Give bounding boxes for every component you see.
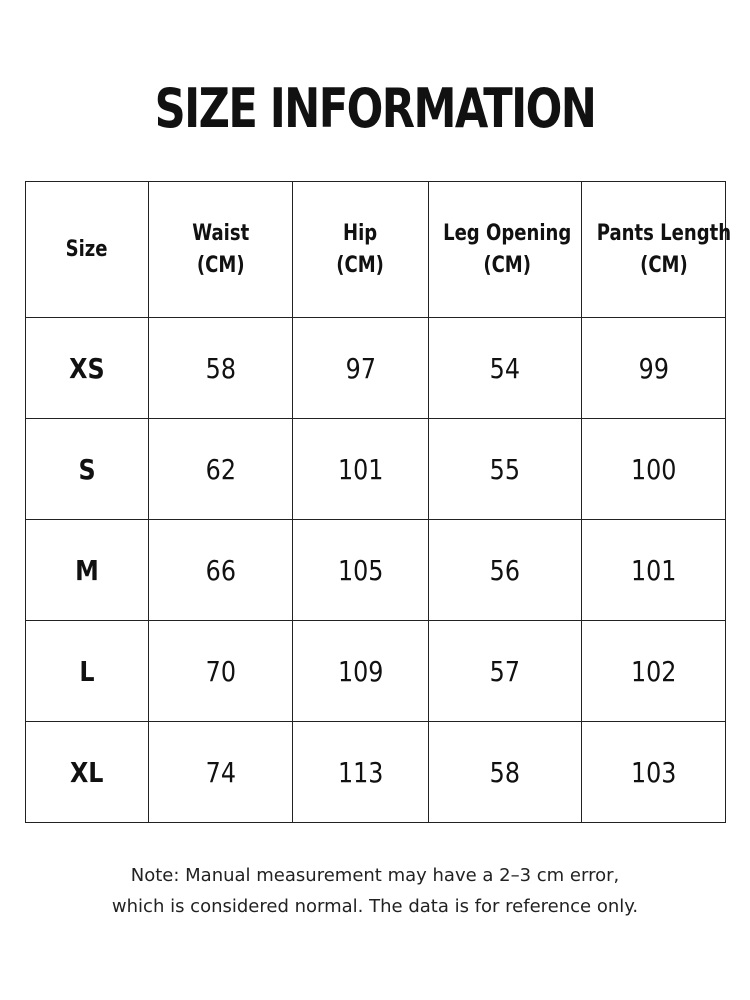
leg-opening-cell: 54 bbox=[429, 318, 582, 419]
hip-cell: 101 bbox=[293, 419, 429, 520]
header-pants-length bbox=[582, 182, 732, 318]
size-cell: M bbox=[26, 520, 149, 621]
table-row bbox=[26, 621, 726, 722]
header-unit: (CM) bbox=[336, 252, 385, 278]
size-cell: XS bbox=[26, 318, 149, 419]
header-size bbox=[26, 182, 149, 318]
table-row bbox=[26, 520, 726, 621]
hip-cell: 113 bbox=[293, 722, 429, 823]
size-cell: S bbox=[26, 419, 149, 520]
note-line-1: Note: Manual measurement may have a 2–3 cm error, bbox=[130, 865, 620, 886]
size-table bbox=[25, 181, 732, 823]
leg-opening-cell: 56 bbox=[429, 520, 582, 621]
hip-cell: 97 bbox=[293, 318, 429, 419]
waist-cell: 74 bbox=[149, 722, 293, 823]
table-row bbox=[26, 722, 726, 823]
hip-cell: 105 bbox=[293, 520, 429, 621]
size-cell: L bbox=[26, 621, 149, 722]
waist-cell: 70 bbox=[149, 621, 293, 722]
header-unit: (CM) bbox=[196, 252, 245, 278]
header-label: Size bbox=[66, 236, 108, 262]
header-label: Waist bbox=[192, 220, 249, 246]
pants-length-cell: 103 bbox=[582, 722, 726, 823]
header-unit: (CM) bbox=[483, 252, 532, 278]
leg-opening-cell: 58 bbox=[429, 722, 582, 823]
header-label: Leg Opening bbox=[443, 220, 572, 246]
note-line-2: which is considered normal. The data is for reference only. bbox=[111, 896, 639, 917]
size-cell: XL bbox=[26, 722, 149, 823]
header-waist bbox=[149, 182, 293, 318]
pants-length-cell: 101 bbox=[582, 520, 726, 621]
measurement-note bbox=[0, 860, 750, 922]
header-leg-opening bbox=[429, 182, 582, 318]
table-row bbox=[26, 318, 726, 419]
header-row bbox=[26, 182, 726, 318]
header-label: Pants Length bbox=[596, 220, 732, 246]
page-title: SIZE INFORMATION bbox=[154, 77, 596, 140]
header-label: Hip bbox=[343, 220, 378, 246]
hip-cell: 109 bbox=[293, 621, 429, 722]
waist-cell: 62 bbox=[149, 419, 293, 520]
table-row bbox=[26, 419, 726, 520]
pants-length-cell: 102 bbox=[582, 621, 726, 722]
header-hip bbox=[293, 182, 429, 318]
header-unit: (CM) bbox=[640, 252, 688, 278]
leg-opening-cell: 55 bbox=[429, 419, 582, 520]
pants-length-cell: 99 bbox=[582, 318, 726, 419]
pants-length-cell: 100 bbox=[582, 419, 726, 520]
leg-opening-cell: 57 bbox=[429, 621, 582, 722]
waist-cell: 66 bbox=[149, 520, 293, 621]
waist-cell: 58 bbox=[149, 318, 293, 419]
